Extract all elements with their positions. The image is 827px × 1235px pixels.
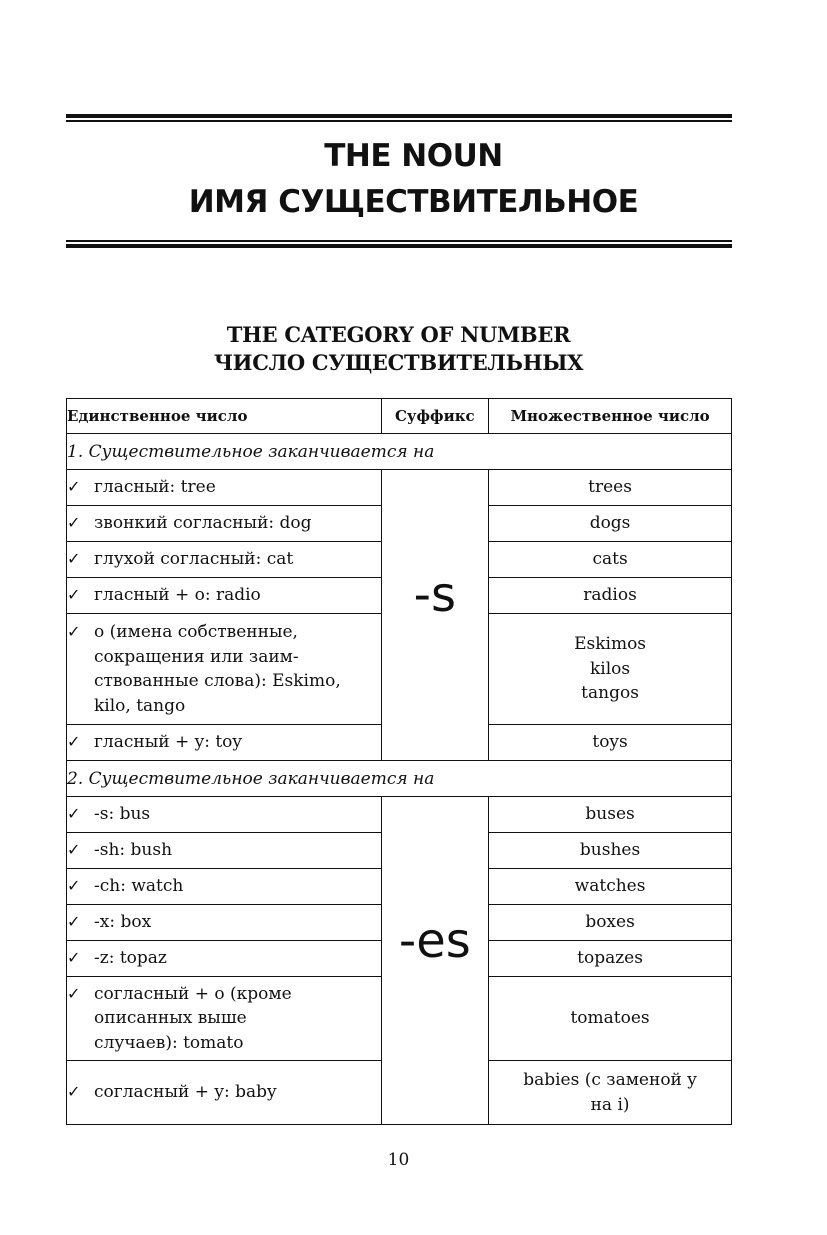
table-row	[67, 797, 732, 833]
header-singular: Единственное число	[67, 399, 382, 434]
number-table	[66, 398, 732, 1125]
plural-cell: tomatoes	[489, 977, 732, 1061]
page-number: 10	[387, 1150, 410, 1170]
check-icon: ✓	[67, 876, 81, 896]
check-icon: ✓	[67, 983, 81, 1003]
singular-cell: согласный + о (кроме описанных выше случаев): tomato	[94, 983, 292, 1053]
plural-cell: buses	[489, 797, 732, 833]
singular-cell: гласный: tree	[94, 477, 216, 498]
check-icon: ✓	[67, 732, 81, 752]
group-1-heading: 1. Существительное заканчивается на	[67, 434, 732, 470]
check-icon: ✓	[67, 804, 81, 824]
table-header-row	[67, 399, 732, 434]
check-icon: ✓	[67, 1082, 81, 1102]
plural-cell: dogs	[489, 506, 732, 542]
singular-cell: -z: topaz	[94, 948, 167, 969]
check-icon: ✓	[67, 513, 81, 533]
plural-cell: bushes	[489, 833, 732, 869]
section-title-en: THE CATEGORY OF NUMBER	[226, 322, 571, 347]
plural-cell: toys	[489, 725, 732, 761]
singular-cell: -ch: watch	[94, 876, 184, 897]
singular-cell: гласный + о: radio	[94, 585, 261, 606]
plural-cell: topazes	[489, 941, 732, 977]
singular-cell: о (имена собственные, сокращения или заим-ствованные слова): Eskimo, kilo, tango	[94, 622, 341, 716]
singular-cell: -sh: bush	[94, 840, 173, 861]
plural-cell: trees	[489, 470, 732, 506]
suffix-s: -s	[413, 567, 456, 623]
header-suffix: Суффикс	[381, 399, 489, 434]
section-title-ru: ЧИСЛО СУЩЕСТВИТЕЛЬНЫХ	[213, 350, 584, 375]
plural-cell: babies (с заменой y на i)	[489, 1061, 732, 1125]
group-2-heading: 2. Существительное заканчивается на	[67, 761, 732, 797]
check-icon: ✓	[67, 477, 81, 497]
top-double-rule	[66, 114, 732, 122]
bottom-double-rule	[66, 240, 732, 248]
singular-cell: глухой согласный: cat	[94, 549, 294, 570]
header-plural: Множественное число	[489, 399, 732, 434]
singular-cell: -s: bus	[94, 804, 151, 825]
plural-cell: Eskimos kilos tangos	[489, 614, 732, 725]
suffix-es-cell	[381, 797, 489, 1125]
singular-cell: -x: box	[94, 912, 152, 933]
plural-cell: radios	[489, 578, 732, 614]
plural-cell: watches	[489, 869, 732, 905]
chapter-title-en: THE NOUN	[324, 138, 503, 174]
check-icon: ✓	[67, 948, 81, 968]
check-icon: ✓	[67, 622, 81, 641]
singular-cell: гласный + y: toy	[94, 732, 243, 753]
check-icon: ✓	[67, 912, 81, 932]
check-icon: ✓	[67, 585, 81, 605]
plural-cell: cats	[489, 542, 732, 578]
plural-cell: boxes	[489, 905, 732, 941]
table-row	[67, 470, 732, 506]
suffix-s-cell	[381, 470, 489, 761]
chapter-title-ru: ИМЯ СУЩЕСТВИТЕЛЬНОЕ	[188, 184, 639, 220]
check-icon: ✓	[67, 549, 81, 569]
suffix-es: -es	[398, 912, 471, 969]
singular-cell: согласный + y: baby	[94, 1082, 277, 1103]
singular-cell: звонкий согласный: dog	[94, 513, 312, 534]
check-icon: ✓	[67, 840, 81, 860]
